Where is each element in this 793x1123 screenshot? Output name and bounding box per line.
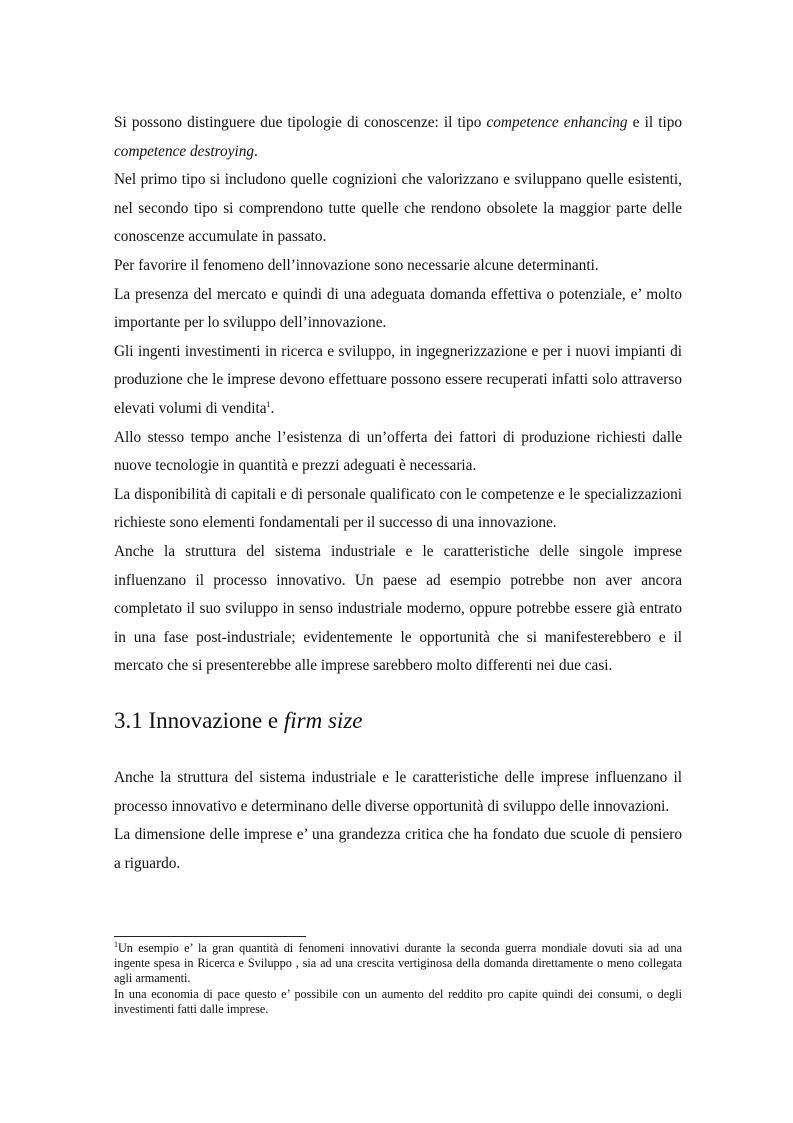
paragraph-6: Allo stesso tempo anche l’esistenza di un’offerta dei fattori di produzione richiesti dalle nuove tecnologie in quantità e prezzi adeguati è necessaria. [114, 428, 682, 475]
paragraph-3: Per favorire il fenomeno dell’innovazione sono necessarie alcune determinanti. [114, 256, 599, 274]
paragraph-8: Anche la struttura del sistema industriale e le caratteristiche delle singole imprese influenzano il processo innovativo. Un paese ad esempio potrebbe non aver ancora completato il suo sviluppo in senso industriale moderno, oppure potrebbe essere già entrato in una fase post-industriale; evidentemente le opportunità che si manifesterebbero e il mercato che si presenterebbe alle imprese sarebbero molto differenti nei due casi. [114, 542, 682, 675]
paragraph-4: La presenza del mercato e quindi di una adeguata domanda effettiva o potenziale, e’ molto importante per lo sviluppo dell’innovazione. [114, 285, 682, 332]
paragraph-5: Gli ingenti investimenti in ricerca e sviluppo, in ingegnerizzazione e per i nuovi impianti di produzione che le imprese devono effettuare possono essere recuperati infatti solo attraverso elevati volumi di vendita$^1$. [114, 342, 682, 417]
paragraph-7: La disponibilità di capitali e di personale qualificato con le competenze e le specializzazioni richieste sono elementi fondamentali per il successo di una innovazione. [114, 485, 682, 532]
footnote-marker: 1 [114, 939, 118, 949]
main-text [114, 109, 682, 681]
footnote-divider [114, 936, 306, 937]
footnote-line-1: $^1$Un esempio e’ la gran quantità di fenomeni innovativi durante la seconda guerra mondiale dovuti sia ad una ingente spesa in Ricerca e Sviluppo , sia ad una crescita vertiginosa della domanda direttamente o meno collegata agli armamenti. [114, 939, 682, 986]
section-paragraph-1: Anche la struttura del sistema industriale e le caratteristiche delle imprese influenzano il processo innovativo e determinano delle diverse opportunità di sviluppo delle innovazioni. [114, 769, 682, 815]
footnote [114, 941, 682, 1017]
paragraph-1: Si possono distinguere due tipologie di conoscenze: il tipo competence enhancing e il tipo competence destroying. [114, 114, 683, 160]
footnote-line-2: In una economia di pace questo e’ possibile con un aumento del reddito pro capite quindi dei consumi, o degli investimenti fatti dalle imprese. [114, 986, 682, 1016]
section-text [114, 764, 682, 878]
paragraph-2: Nel primo tipo si includono quelle cognizioni che valorizzano e sviluppano quelle esistenti, nel secondo tipo si comprendono tutte quelle che rendono obsolete la maggior parte delle conoscenze accumulate in passato. [114, 171, 682, 246]
section-paragraph-2: La dimensione delle imprese e’ una grandezza critica che ha fondato due scuole di pensiero a riguardo. [114, 826, 682, 872]
footnote-ref[interactable]: 1 [266, 399, 271, 409]
section-heading: 3.1 Innovazione e firm size [114, 708, 363, 733]
